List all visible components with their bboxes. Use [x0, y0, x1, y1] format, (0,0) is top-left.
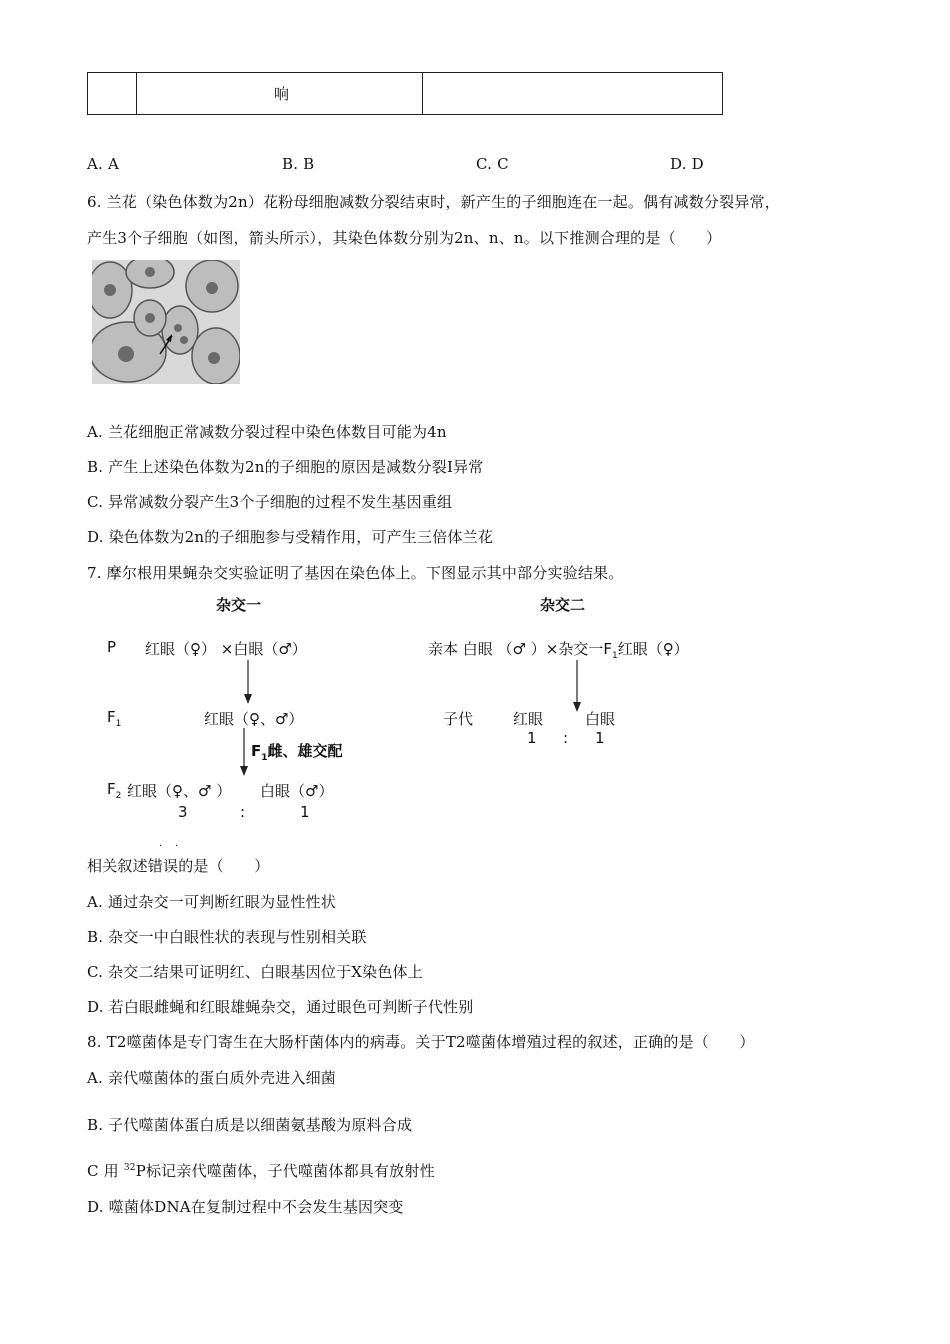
emphasis-dot: · [159, 841, 163, 852]
q5-option-a: A. A [87, 155, 120, 173]
cross2-parents: 亲本 白眼 （♂ ）×杂交一$F_1$红眼（♀） [428, 640, 689, 661]
table-divider [136, 73, 137, 114]
cross1-arrow-2 [238, 728, 250, 776]
cross2-arrow [571, 660, 583, 712]
q5-option-d: D. D [670, 155, 704, 173]
q6-option-b: B. 产生上述染色体数为2n的子细胞的原因是减数分裂Ⅰ异常 [87, 458, 484, 476]
cross1-ratio-b: 1 [300, 803, 310, 821]
emphasis-dot: · [175, 841, 179, 852]
cross1-ratio-a: 3 [178, 803, 188, 821]
cross2-title: 杂交二 [540, 596, 586, 614]
cross2-ratio-a: 1 [527, 729, 537, 747]
q8-option-a: A. 亲代噬菌体的蛋白质外壳进入细菌 [87, 1069, 336, 1087]
cross2-white: 白眼 [585, 710, 616, 728]
q7-stem: 7. 摩尔根用果蝇杂交实验证明了基因在染色体上。下图显示其中部分实验结果。 [87, 564, 624, 582]
cross2-red: 红眼 [513, 710, 544, 728]
cross1-p-label: P [107, 638, 117, 656]
table-divider [422, 73, 423, 114]
cross2-offspring-label: 子代 [443, 710, 474, 728]
cross1-mating-note: $F_1$雌、雄交配 [251, 742, 343, 763]
q8-stem: 8. T2噬菌体是专门寄生在大肠杆菌体内的病毒。关于T2噬菌体增殖过程的叙述，正确的是（ ） [87, 1033, 755, 1051]
q6-option-a: A. 兰花细胞正常减数分裂过程中染色体数目可能为4n [87, 423, 447, 441]
q8-option-d: D. 噬菌体DNA在复制过程中不会发生基因突变 [87, 1198, 404, 1216]
q6-stem-line2: 产生3个子细胞（如图，箭头所示），其染色体数分别为2n、n、n。以下推测合理的是（ ） [87, 229, 722, 247]
q7-option-d: D. 若白眼雌蝇和红眼雄蝇杂交，通过眼色可判断子代性别 [87, 998, 474, 1016]
cross1-ratio-colon: : [240, 803, 246, 821]
q7-option-c: C. 杂交二结果可证明红、白眼基因位于X染色体上 [87, 963, 423, 981]
q7-option-a: A. 通过杂交一可判断红眼为显性性状 [87, 893, 336, 911]
q7-option-b: B. 杂交一中白眼性状的表现与性别相关联 [87, 928, 367, 946]
cell-micrograph [92, 260, 240, 384]
cross1-title: 杂交一 [216, 596, 262, 614]
cross1-f2-label: $F_2$ [107, 780, 122, 801]
q6-stem-line1: 6. 兰花（染色体数为2n）花粉母细胞减数分裂结束时，新产生的子细胞连在一起。偶有减数分裂异常， [87, 193, 780, 211]
q5-option-c: C. C [476, 155, 509, 173]
cross1-f2-white: 白眼（♂） [260, 782, 334, 800]
cross1-arrow-1 [242, 660, 254, 704]
q7-question: 相关叙述错误的是（ ） [87, 857, 270, 875]
cross1-f1-label: $F_1$ [107, 708, 122, 729]
cross1-f2-red: 红眼（♀、♂ ） [127, 782, 232, 800]
cross1-parents: 红眼（♀） ×白眼（♂） [145, 640, 307, 658]
cross2-ratio-b: 1 [595, 729, 605, 747]
q6-option-c: C. 异常减数分裂产生3个子细胞的过程不发生基因重组 [87, 493, 453, 511]
cross2-ratio-colon: : [563, 729, 569, 747]
q5-option-b: B. B [282, 155, 315, 173]
answer-table [87, 72, 723, 115]
q6-option-d: D. 染色体数为2n的子细胞参与受精作用，可产生三倍体兰花 [87, 528, 494, 546]
cross1-f1-result: 红眼（♀、♂） [204, 710, 304, 728]
table-cell-text: 响 [274, 85, 290, 103]
q8-option-b: B. 子代噬菌体蛋白质是以细菌氨基酸为原料合成 [87, 1116, 413, 1134]
q8-option-c: C 用 $^{32}$P标记亲代噬菌体，子代噬菌体都具有放射性 [87, 1162, 435, 1180]
